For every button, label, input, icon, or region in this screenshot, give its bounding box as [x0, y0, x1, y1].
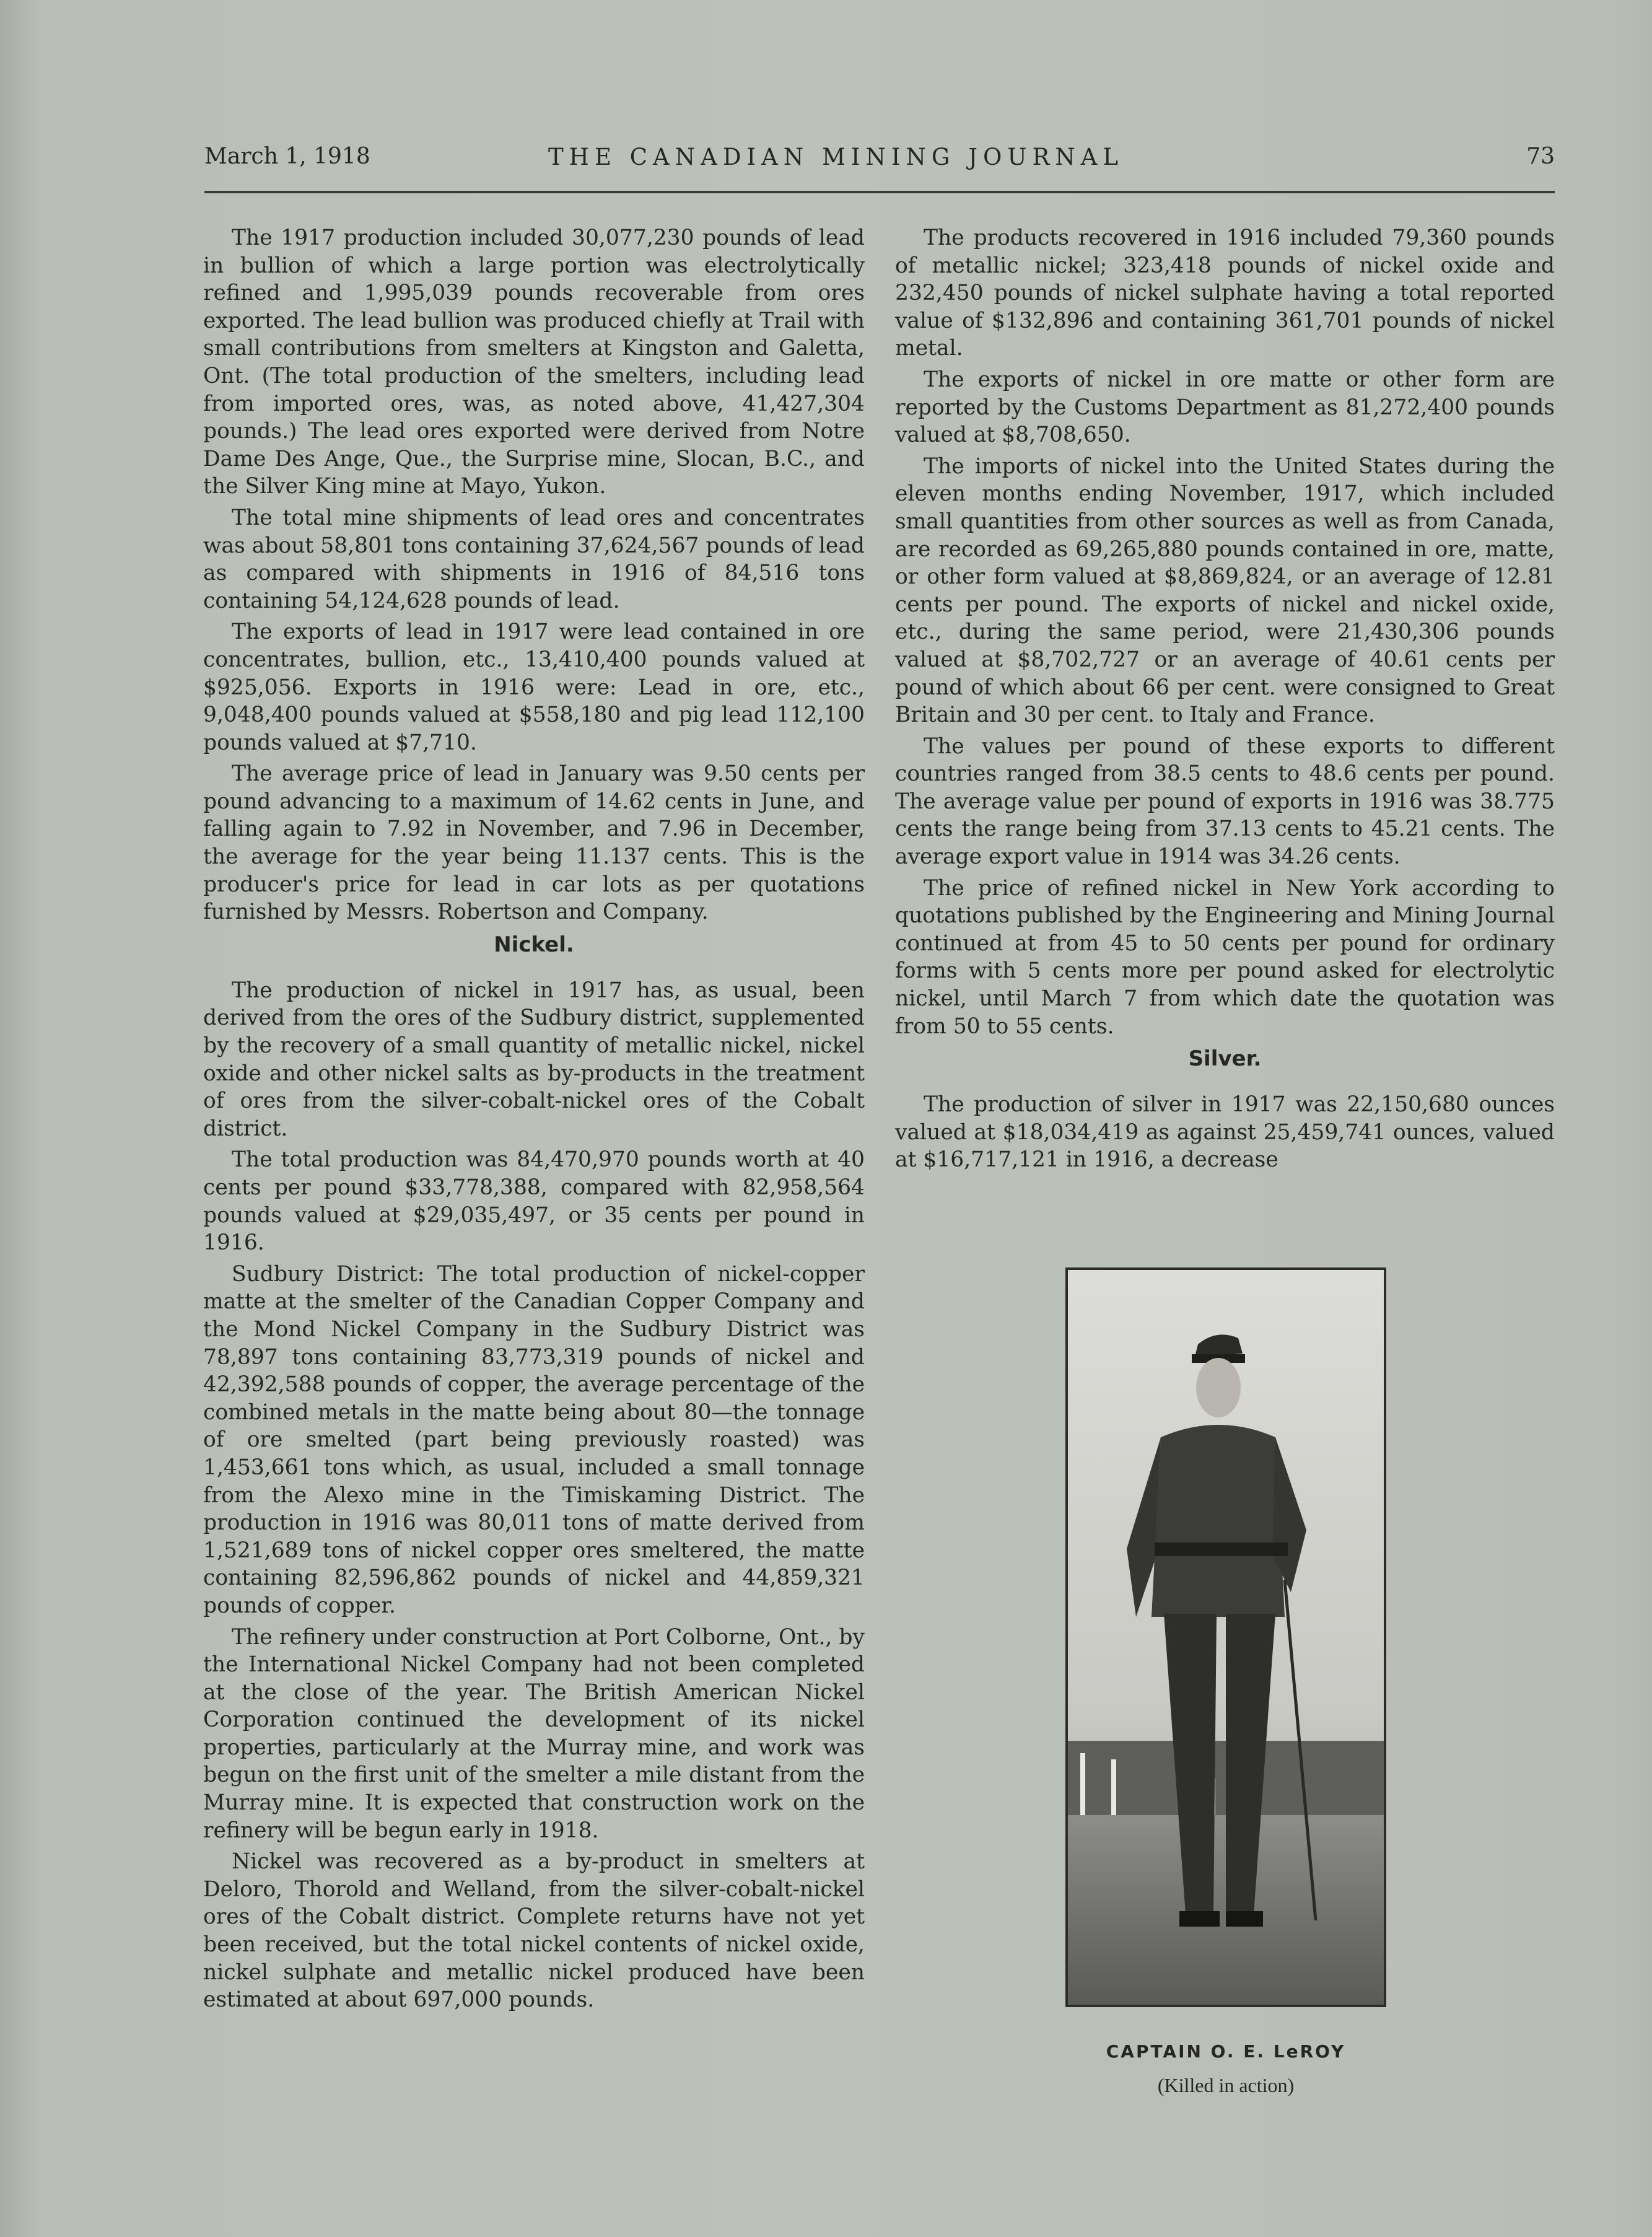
- paragraph: The price of refined nickel in New York according to quotations published by the Engineering and Mining Journal continued at from 45 to 50 cents per pound for ordinary forms with 5 cents more per pound asked for electrolytic nickel, until March 7 from which date the quotation was from 50 to 55 cents.: [895, 875, 1555, 1039]
- photo-caption: CAPTAIN O. E. LeROY: [1106, 2041, 1346, 2062]
- photo-subcaption: (Killed in action): [1157, 2074, 1295, 2096]
- section-heading-silver: Silver.: [1188, 1046, 1262, 1072]
- issue-date: March 1, 1918: [204, 144, 370, 169]
- paragraph: The values per pound of these exports to different countries ranged from 38.5 cents to 48.6 cents per pound. The average value per pound of exports in 1916 was 38.775 cents the range being from 37.13 cents to 45.21 cents. The average export value in 1914 was 34.26 cents.: [895, 733, 1555, 870]
- section-heading-nickel: Nickel.: [494, 932, 574, 957]
- page-header: [204, 144, 1555, 181]
- page-number: 73: [1526, 144, 1555, 169]
- journal-title: THE CANADIAN MINING JOURNAL: [548, 144, 1124, 170]
- paragraph: The exports of lead in 1917 were lead contained in ore concentrates, bullion, etc., 13,410,400 pounds valued at $925,056. Exports in 1916 were: Lead in ore, etc., 9,048,400 pounds valued at $558,180 and pig lead 112,100 pounds valued at $7,710.: [203, 619, 865, 755]
- paragraph: The average price of lead in January was 9.50 cents per pound advancing to a maximum of 14.62 cents in June, and falling again to 7.92 in November, and 7.96 in December, the average for the year being 11.137 cents. This is the producer's price for lead in car lots as per quotations furnished by Messrs. Robertson and Company.: [203, 761, 865, 925]
- paragraph: The production of nickel in 1917 has, as usual, been derived from the ores of the Sudbury district, supplemented by the recovery of a small quantity of metallic nickel, nickel oxide and other nickel salts as by-products in the treatment of ores from the silver-cobalt-nickel ores of the Cobalt district.: [203, 978, 865, 1141]
- paragraph: The 1917 production included 30,077,230 pounds of lead in bullion of which a large portion was electrolytically refined and 1,995,039 pounds recoverable from ores exported. The lead bullion was produced chiefly at Trail with small contributions from smelters at Kingston and Galetta, Ont. (The total production of the smelters, including lead from imported ores, was, as noted above, 41,427,304 pounds.) The lead ores exported were derived from Notre Dame Des Ange, Que., the Surprise mine, Slocan, B.C., and the Silver King mine at Mayo, Yukon.: [203, 225, 865, 499]
- paragraph: Sudbury District: The total production of nickel-copper matte at the smelter of the Canadian Copper Company and the Mond Nickel Company in the Sudbury District was 78,897 tons containing 83,773,319 pounds of nickel and 42,392,588 pounds of copper, the average percentage of the combined metals in the matte being about 80—the tonnage of ore smelted (part being previously roasted) was 1,453,661 tons which, as usual, included a small tonnage from the Alexo mine in the Timiskaming District. The production in 1916 was 80,011 tons of matte derived from 1,521,689 tons of nickel copper ores smeltered, the matte containing 82,596,862 pounds of nickel and 44,859,321 pounds of copper.: [203, 1261, 865, 1618]
- header-rule: [204, 191, 1555, 193]
- paragraph: The exports of nickel in ore matte or other form are reported by the Customs Department as 81,272,400 pounds valued at $8,708,650.: [895, 367, 1555, 448]
- soldier-portrait-image: [1068, 1270, 1384, 2005]
- paragraph: Nickel was recovered as a by-product in smelters at Deloro, Thorold and Welland, from the silver-cobalt-nickel ores of the Cobalt district. Complete returns have not yet been received, but the total nickel contents of nickel oxide, nickel sulphate and metallic nickel produced have been estimated at about 697,000 pounds.: [203, 1849, 865, 2013]
- paragraph: The production of silver in 1917 was 22,150,680 ounces valued at $18,034,419 as against 25,459,741 ounces, valued at $16,717,121 in 1916, a decrease: [895, 1092, 1555, 1173]
- left-column: [203, 224, 865, 2018]
- right-column: [895, 224, 1555, 1178]
- paragraph: The products recovered in 1916 included 79,360 pounds of metallic nickel; 323,418 pounds of nickel oxide and 232,450 pounds of nickel sulphate having a total reported value of $132,896 and containing 361,701 pounds of nickel metal.: [895, 225, 1555, 361]
- paragraph: The total production was 84,470,970 pounds worth at 40 cents per pound $33,778,388, compared with 82,958,564 pounds valued at $29,035,497, or 35 cents per pound in 1916.: [203, 1147, 865, 1256]
- portrait-photo: [1065, 1267, 1386, 2007]
- paragraph: The refinery under construction at Port Colborne, Ont., by the International Nickel Company had not been completed at the close of the year. The British American Nickel Corporation continued the development of its nickel properties, particularly at the Murray mine, and work was begun on the first unit of the smelter a mile distant from the Murray mine. It is expected that construction work on the refinery will be begun early in 1918.: [203, 1624, 865, 1843]
- paragraph: The total mine shipments of lead ores and concentrates was about 58,801 tons containing 37,624,567 pounds of lead as compared with shipments in 1916 of 84,516 tons containing 54,124,628 pounds of lead.: [203, 505, 865, 613]
- paragraph: The imports of nickel into the United States during the eleven months ending November, 1917, which included small quantities from other sources as well as from Canada, are recorded as 69,265,880 pounds contained in ore, matte, or other form valued at $8,869,824, or an average of 12.81 cents per pound. The exports of nickel and nickel oxide, etc., during the same period, were 21,430,306 pounds valued at $8,702,727 or an average of 40.61 cents per pound of which about 66 per cent. were consigned to Great Britain and 30 per cent. to Italy and France.: [895, 453, 1555, 728]
